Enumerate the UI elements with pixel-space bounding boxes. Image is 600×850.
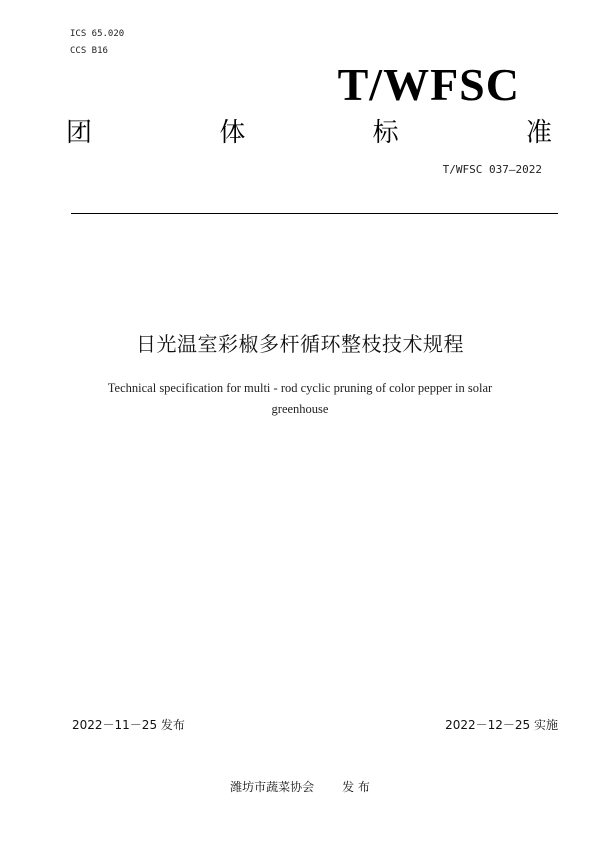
implementation-date: 2022－12－25 实施 [445, 718, 558, 732]
header-divider [71, 213, 558, 214]
document-type-char: 团 [66, 118, 93, 148]
publisher-line [0, 778, 600, 795]
title-english: Technical specification for multi - rod cyclic pruning of color pepper in solar greenhouse [107, 381, 493, 416]
issue-date: 2022－11－25 发布 [72, 718, 185, 732]
document-type-char: 准 [525, 118, 552, 148]
title-chinese: 日光温室彩椒多杆循环整枝技术规程 [136, 332, 464, 356]
document-type [66, 112, 552, 149]
ics-code: ICS 65.020 [70, 29, 125, 39]
ccs-code: CCS B16 [70, 46, 108, 56]
document-type-char: 体 [219, 118, 246, 148]
document-number: T/WFSC 037—2022 [442, 163, 542, 176]
publisher-name: 潍坊市蔬菜协会 [230, 780, 315, 794]
publisher-action: 发 布 [342, 780, 370, 794]
document-type-char: 标 [372, 118, 399, 148]
classification-codes [70, 26, 124, 60]
org-code-logo: T/WFSC [337, 59, 520, 110]
